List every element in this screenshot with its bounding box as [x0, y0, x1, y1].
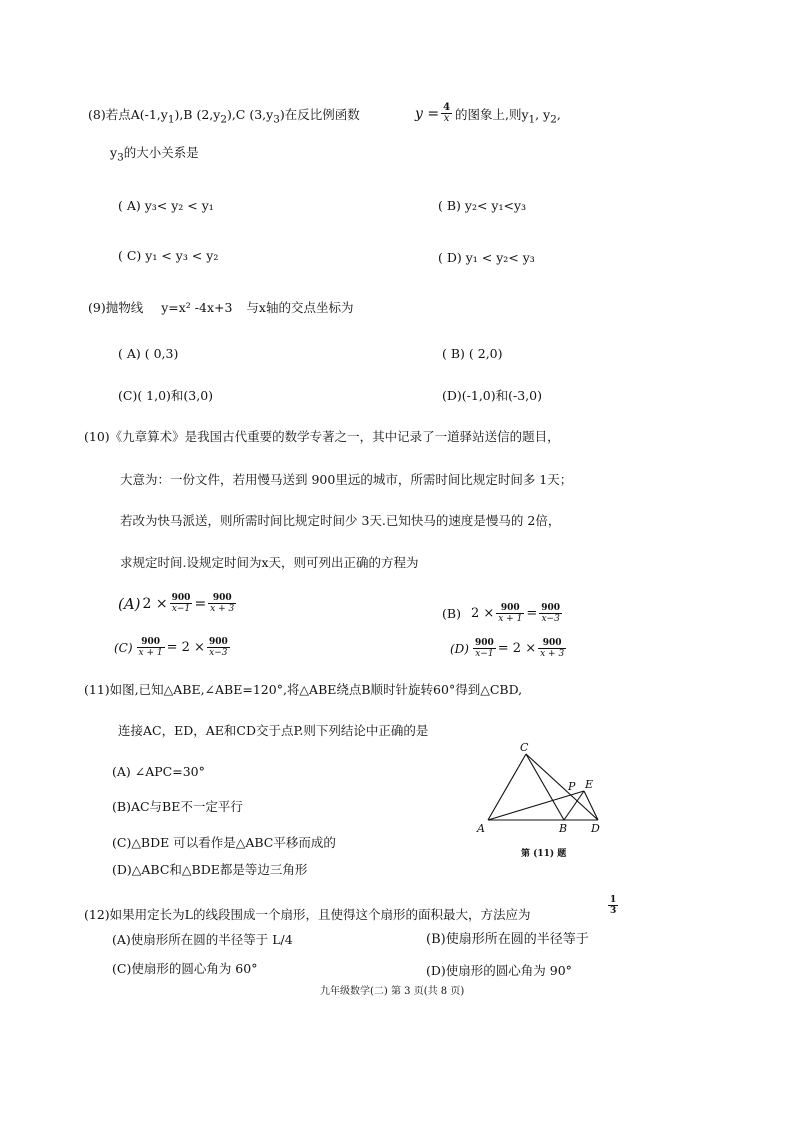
- frac-den: x + 3: [210, 604, 235, 614]
- q10-option-a: [118, 593, 238, 614]
- q11-figure-lines: [488, 754, 598, 820]
- q11-figure-caption: 第 (11) 题: [521, 849, 567, 859]
- frac-num: 900: [208, 637, 228, 647]
- frac-den: x−3: [541, 614, 560, 624]
- q12-option-c: (C)使扇形的圆心角为 60°: [112, 961, 258, 976]
- page-footer: 九年级数学(二) 第 3 页(共 8 页): [320, 986, 465, 997]
- label-E: E: [585, 778, 594, 791]
- frac-num: 900: [137, 637, 165, 648]
- q10-line3: 若改为快马派送，则所需时间比规定时间少 3天.已知快马的速度是慢马的 2倍，: [120, 513, 561, 528]
- q10-option-c-frac2: [207, 637, 230, 658]
- q10-option-b-frac2: [539, 603, 562, 624]
- q8-text: )在反比例函数: [279, 107, 360, 122]
- q10-option-a-eq: =: [194, 595, 207, 612]
- q8-sub: 2: [550, 113, 557, 126]
- q8-option-b: ( B) y₂< y₁<y₃: [438, 198, 527, 213]
- frac-num: 900: [541, 603, 561, 613]
- line-ED: [584, 791, 598, 820]
- q11-line1: (11)如图,已知△ABE,∠ABE=120°,将△ABE绕点B顺时针旋转60°得到△CBD,: [84, 682, 523, 697]
- q10-option-d-eq: = 2 ×: [497, 641, 537, 656]
- q8-text: y: [110, 145, 118, 160]
- q8-option-a: ( A) y₃< y₂ < y₁: [118, 198, 214, 213]
- frac-den: x−3: [209, 648, 228, 658]
- q8-func-y: y =: [415, 105, 440, 122]
- q10-line1: (10)《九章算术》是我国古代重要的数学专著之一，其中记录了一道驿站送信的题目，: [84, 429, 560, 444]
- q11-option-d: (D)△ABC和△BDE都是等边三角形: [112, 862, 308, 877]
- q8-option-c: ( C) y₁ < y₃ < y₂: [118, 248, 219, 263]
- q11-figure: [478, 740, 618, 860]
- frac-num: 900: [538, 638, 566, 649]
- q8-text: , y: [535, 107, 551, 122]
- q10-option-d-frac1: [473, 638, 496, 659]
- line-BE: [564, 791, 584, 820]
- q10-option-d-frac2: [538, 638, 566, 659]
- q8-sub: 3: [117, 151, 124, 164]
- q8-text: ),C (3,y: [226, 107, 274, 122]
- q11-option-b: (B)AC与BE不一定平行: [112, 799, 243, 814]
- q8-text: 的图象上,则y: [455, 107, 529, 122]
- q10-line4: 求规定时间.设规定时间为x天，则可列出正确的方程为: [120, 555, 419, 570]
- frac-den: 3: [610, 906, 617, 916]
- q8-option-d: ( D) y₁ < y₂< y₃: [438, 250, 535, 265]
- q8-stem-line2: [110, 145, 199, 166]
- frac-num: 900: [171, 593, 191, 603]
- q9-formula: y=x² -4x+3: [161, 300, 233, 315]
- label-C: C: [520, 741, 529, 754]
- label-B: B: [559, 822, 568, 835]
- q11-option-a: (A) ∠APC=30°: [112, 764, 205, 779]
- q10-option-c-eq: = 2 ×: [166, 640, 205, 655]
- q10-option-a-coef: 2 ×: [142, 595, 168, 612]
- q12-side-fraction: [606, 895, 620, 916]
- q11-line2: 连接AC，ED，AE和CD交于点P.则下列结论中正确的是: [118, 723, 429, 738]
- frac-den: x−1: [171, 604, 191, 614]
- q8-text: ,: [556, 107, 561, 122]
- frac-num: 900: [474, 638, 494, 648]
- q10-option-c: [114, 637, 232, 658]
- q9-option-d: (D)(-1,0)和(-3,0): [442, 388, 542, 403]
- q8-sub: 1: [528, 113, 536, 126]
- q8-function: [415, 103, 454, 124]
- q8-sub: 1: [167, 113, 175, 126]
- label-P: P: [568, 780, 576, 793]
- q9-option-b: ( B) ( 2,0): [442, 346, 503, 361]
- frac-num: 900: [208, 593, 236, 604]
- q10-option-b-frac1: [496, 603, 524, 624]
- q12-option-d: (D)使扇形的圆心角为 90°: [426, 963, 572, 978]
- q8-func-den: x: [443, 113, 450, 124]
- label-A: A: [477, 822, 485, 835]
- frac-num: 1: [610, 895, 617, 905]
- frac-num: 900: [496, 603, 524, 614]
- q9-option-c: (C)( 1,0)和(3,0): [118, 388, 214, 403]
- q10-option-a-frac1: [170, 593, 193, 614]
- line-CB: [526, 754, 564, 820]
- q12-option-a: (A)使扇形所在圆的半径等于 L/4: [112, 932, 293, 947]
- frac-den: x + 1: [498, 614, 523, 624]
- q12-line1: (12)如果用定长为L的线段围成一个扇形，且使得这个扇形的面积最大，方法应为: [84, 907, 531, 922]
- frac-den: x−1: [475, 649, 494, 659]
- q8-func-fraction: [441, 103, 452, 124]
- frac-den: x + 1: [138, 648, 163, 658]
- q8-sub: 2: [220, 113, 227, 126]
- q10-option-b: [442, 603, 564, 624]
- q12-fraction: [608, 895, 618, 916]
- q10-option-b-eq: =: [526, 606, 538, 621]
- q9-text: (9)抛物线: [88, 300, 144, 315]
- q9-option-a: ( A) ( 0,3): [118, 346, 179, 361]
- q8-func-num: 4: [443, 102, 451, 113]
- q10-option-d-label: (D): [450, 641, 469, 656]
- q9-stem: [88, 300, 353, 316]
- frac-den: x + 3: [540, 649, 565, 659]
- label-D: D: [591, 822, 600, 835]
- q8-text: 的大小关系是: [123, 145, 199, 160]
- q10-option-a-frac2: [208, 593, 236, 614]
- q10-option-d: [450, 638, 568, 659]
- q10-option-c-label: (C): [114, 640, 133, 655]
- q10-option-b-coef: 2 ×: [470, 606, 495, 621]
- q8-text: (8)若点A(-1,y: [88, 107, 168, 122]
- q8-stem-line1: [88, 107, 360, 128]
- q8-text: ),B (2,y: [174, 107, 221, 122]
- q8-sub: 3: [273, 113, 280, 126]
- q10-line2: 大意为：一份文件，若用慢马送到 900里远的城市，所需时间比规定时间多 1天；: [120, 472, 573, 487]
- q12-option-b: (B)使扇形所在圆的半径等于: [426, 932, 589, 947]
- q11-option-c: (C)△BDE 可以看作是△ABC平移而成的: [112, 835, 336, 850]
- q9-text: 与x轴的交点坐标为: [246, 300, 354, 315]
- q8-stem-tail: [455, 107, 561, 128]
- q10-option-c-frac1: [137, 637, 165, 658]
- q10-option-b-label: (B): [442, 606, 461, 621]
- q10-option-a-label: (A): [118, 594, 141, 613]
